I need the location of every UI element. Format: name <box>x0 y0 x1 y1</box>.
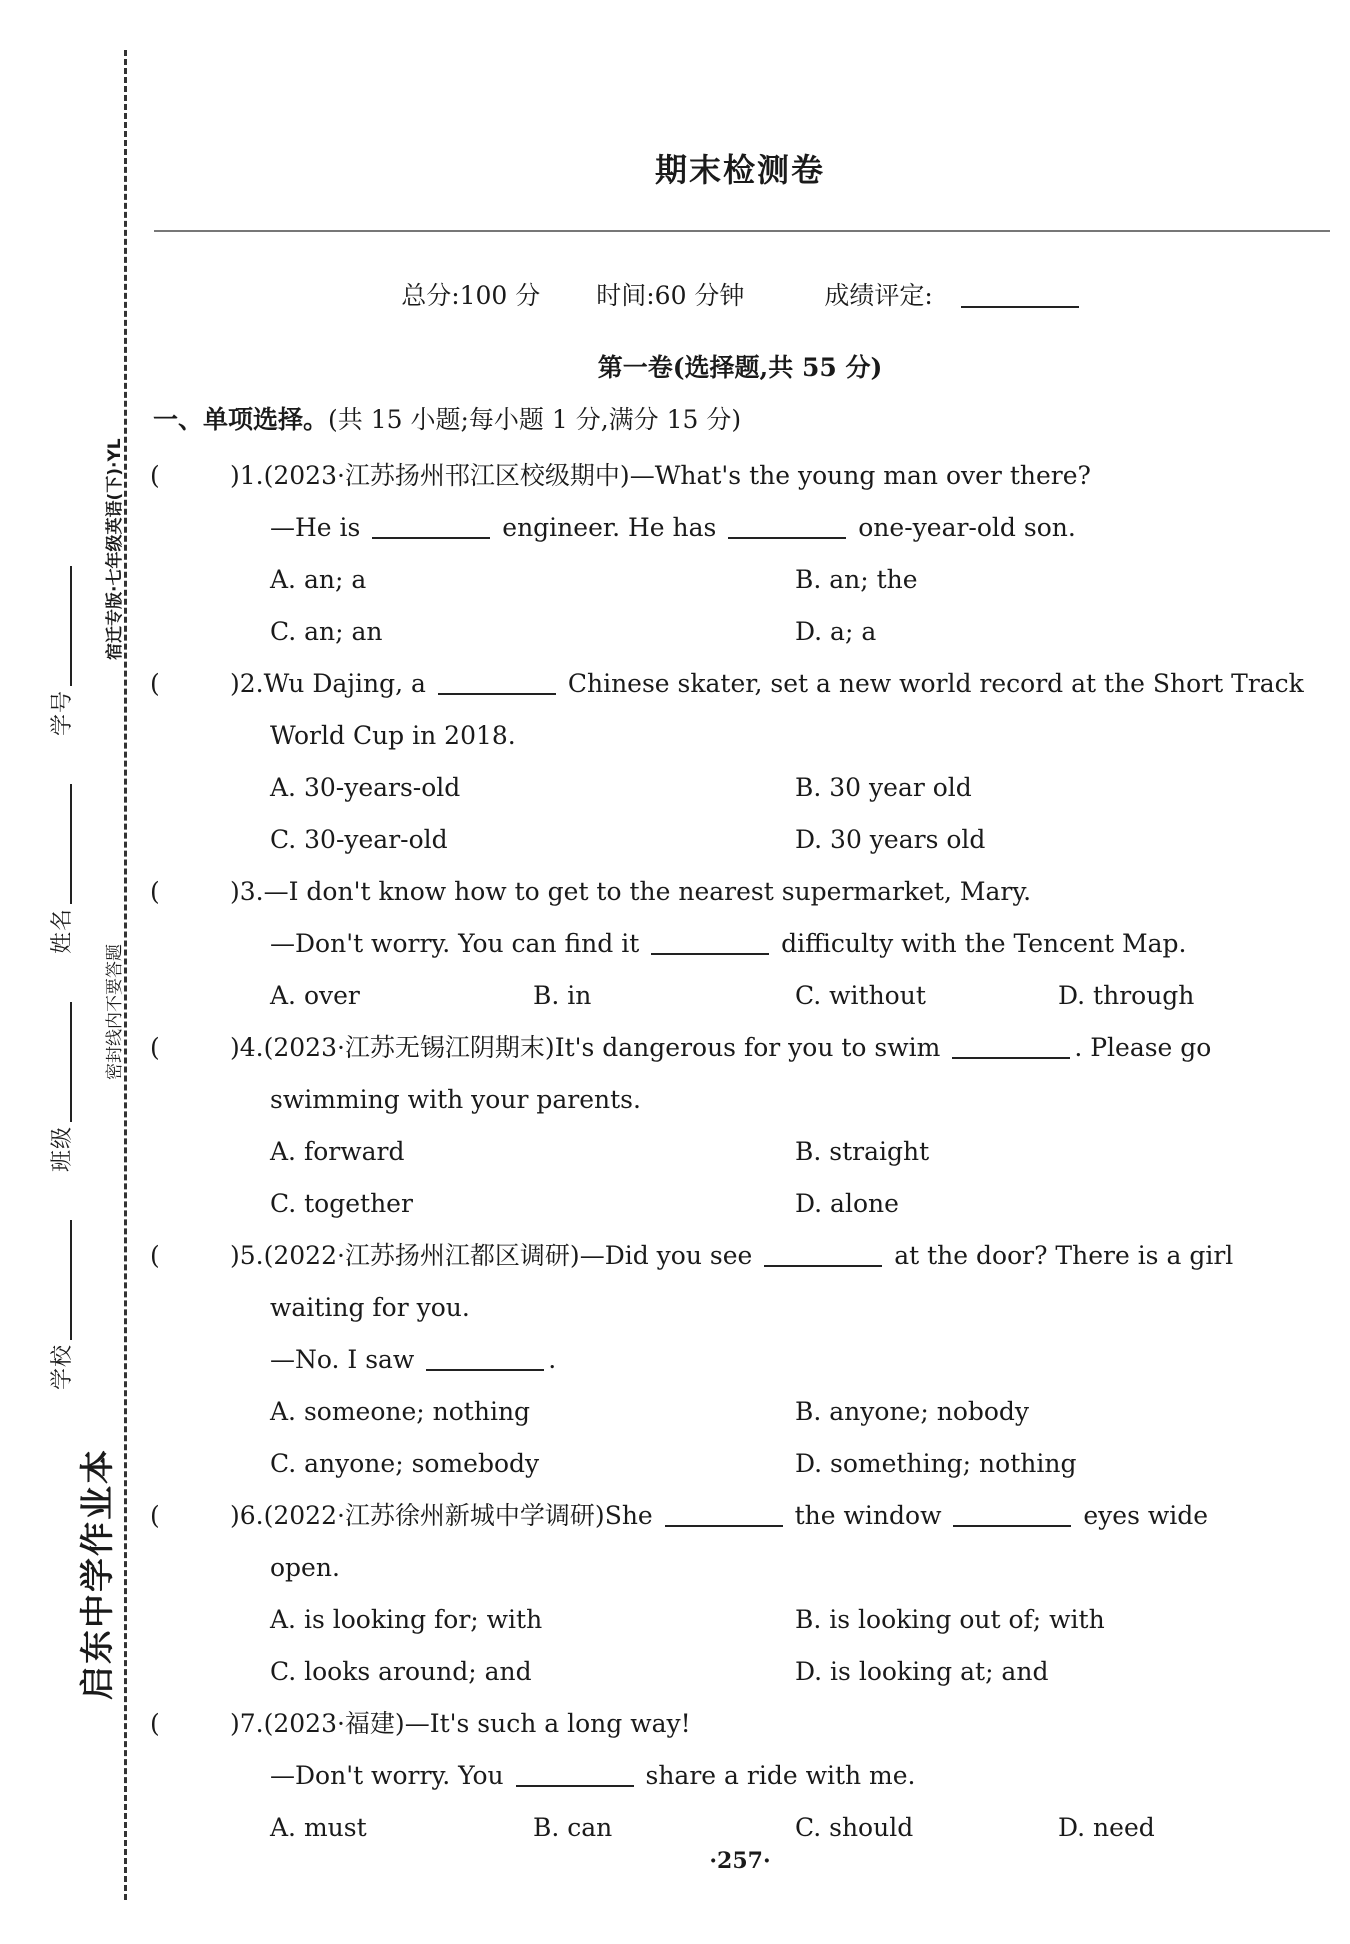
option-a[interactable]: A. forward <box>270 1137 405 1166</box>
answer-blank[interactable] <box>438 673 556 695</box>
answer-paren[interactable]: ( <box>150 1709 160 1738</box>
seal-note: 密封线内不要答题 <box>105 944 125 1080</box>
school-label: 学校 <box>50 1343 75 1390</box>
question-text: open. <box>270 1553 340 1582</box>
part-heading <box>153 400 741 436</box>
question-2 <box>150 658 1330 866</box>
question-5 <box>150 1230 1330 1490</box>
option-c[interactable]: C. should <box>795 1813 914 1842</box>
question-text: swimming with your parents. <box>270 1085 641 1114</box>
question-number: )6. <box>230 1501 264 1530</box>
answer-blank[interactable] <box>952 1037 1070 1059</box>
option-c[interactable]: C. looks around; and <box>270 1657 532 1686</box>
question-text: difficulty with the Tencent Map. <box>781 929 1187 958</box>
part-title: 一、单项选择。 <box>153 405 329 434</box>
option-d[interactable]: D. a; a <box>795 617 877 646</box>
option-c[interactable]: C. together <box>270 1189 413 1218</box>
option-d[interactable]: D. alone <box>795 1189 899 1218</box>
part-note: (共 15 小题;每小题 1 分,满分 15 分) <box>328 405 742 434</box>
question-text: . <box>548 1345 557 1374</box>
option-d[interactable]: D. 30 years old <box>795 825 986 854</box>
grade-label: 成绩评定: <box>824 281 933 310</box>
name-label: 姓名 <box>50 907 75 954</box>
grade-field <box>800 281 1078 310</box>
question-text: waiting for you. <box>270 1293 470 1322</box>
total-score: 总分:100 分 <box>401 281 541 310</box>
option-d[interactable]: D. is looking at; and <box>795 1657 1049 1686</box>
answer-paren[interactable]: ( <box>150 1241 160 1270</box>
question-text: eyes wide <box>1083 1501 1209 1530</box>
option-b[interactable]: B. 30 year old <box>795 773 972 802</box>
question-list <box>150 450 1330 1854</box>
question-text: —I don't know how to get to the nearest supermarket, Mary. <box>263 877 1032 906</box>
option-b[interactable]: B. an; the <box>795 565 918 594</box>
answer-paren[interactable]: ( <box>150 1033 160 1062</box>
option-c[interactable]: C. an; an <box>270 617 383 646</box>
question-text: It's dangerous for you to swim <box>554 1033 941 1062</box>
answer-blank[interactable] <box>728 517 846 539</box>
answer-blank[interactable] <box>651 933 769 955</box>
option-c[interactable]: C. anyone; somebody <box>270 1449 540 1478</box>
option-b[interactable]: B. is looking out of; with <box>795 1605 1105 1634</box>
option-a[interactable]: A. is looking for; with <box>270 1605 543 1634</box>
answer-blank[interactable] <box>764 1245 882 1267</box>
question-text: World Cup in 2018. <box>270 721 516 750</box>
grade-blank[interactable] <box>961 306 1079 308</box>
option-d[interactable]: D. through <box>1058 981 1195 1010</box>
question-source: (2023·江苏扬州邗江区校级期中) <box>263 461 630 490</box>
option-d[interactable]: D. something; nothing <box>795 1449 1077 1478</box>
question-source: (2023·江苏无锡江阴期末) <box>263 1033 555 1062</box>
question-source: (2022·江苏扬州江都区调研) <box>263 1241 580 1270</box>
question-text: —He is <box>270 513 361 542</box>
answer-paren[interactable]: ( <box>150 877 160 906</box>
class-label: 班级 <box>50 1125 75 1172</box>
option-b[interactable]: B. in <box>533 981 592 1010</box>
question-text: —Don't worry. You <box>270 1761 504 1790</box>
option-b[interactable]: B. can <box>533 1813 613 1842</box>
option-d[interactable]: D. need <box>1058 1813 1155 1842</box>
page-title: 期末检测卷 <box>654 151 825 189</box>
question-source: (2022·江苏徐州新城中学调研) <box>263 1501 605 1530</box>
question-text: Chinese skater, set a new world record at the Short Track <box>567 669 1304 698</box>
title-rule <box>154 230 1330 232</box>
option-c[interactable]: C. 30-year-old <box>270 825 448 854</box>
question-text: engineer. He has <box>502 513 717 542</box>
question-1 <box>150 450 1330 658</box>
time-limit: 时间:60 分钟 <box>596 281 745 310</box>
page-number: ·257· <box>709 1848 771 1874</box>
question-text: —It's such a long way! <box>404 1709 691 1738</box>
question-number: )2. <box>230 669 264 698</box>
question-source: (2023·福建) <box>263 1709 405 1738</box>
name-blank[interactable] <box>50 784 72 904</box>
answer-blank[interactable] <box>516 1765 634 1787</box>
answer-paren[interactable]: ( <box>150 1501 160 1530</box>
answer-blank[interactable] <box>665 1505 783 1527</box>
question-3 <box>150 866 1330 1022</box>
question-text: —What's the young man over there? <box>629 461 1091 490</box>
question-7 <box>150 1698 1330 1854</box>
class-blank[interactable] <box>50 1002 72 1122</box>
question-text: one-year-old son. <box>858 513 1076 542</box>
option-b[interactable]: B. straight <box>795 1137 930 1166</box>
question-text: She <box>604 1501 653 1530</box>
question-text: . Please go <box>1074 1033 1212 1062</box>
option-b[interactable]: B. anyone; nobody <box>795 1397 1030 1426</box>
series-label: 宿迁专版·七年级英语(下)·YL <box>105 438 125 660</box>
answer-blank[interactable] <box>426 1349 544 1371</box>
id-blank[interactable] <box>50 566 72 686</box>
option-a[interactable]: A. 30-years-old <box>270 773 461 802</box>
answer-paren[interactable]: ( <box>150 669 160 698</box>
option-a[interactable]: A. over <box>270 981 360 1010</box>
question-number: )4. <box>230 1033 264 1062</box>
option-a[interactable]: A. an; a <box>270 565 367 594</box>
exam-meta <box>150 276 1330 312</box>
question-text: Wu Dajing, a <box>263 669 426 698</box>
question-number: )1. <box>230 461 264 490</box>
option-a[interactable]: A. must <box>270 1813 367 1842</box>
question-6 <box>150 1490 1330 1698</box>
answer-paren[interactable]: ( <box>150 461 160 490</box>
student-info-fields <box>45 560 76 1390</box>
question-number: )7. <box>230 1709 264 1738</box>
answer-blank[interactable] <box>953 1505 1071 1527</box>
id-label: 学号 <box>50 689 75 736</box>
school-blank[interactable] <box>50 1220 72 1340</box>
brand-vertical: 启东中学作业本 <box>78 1448 118 1700</box>
answer-blank[interactable] <box>372 517 490 539</box>
question-text: —Don't worry. You can find it <box>270 929 640 958</box>
option-a[interactable]: A. someone; nothing <box>270 1397 531 1426</box>
question-text: —Did you see <box>579 1241 753 1270</box>
question-number: )5. <box>230 1241 264 1270</box>
question-number: )3. <box>230 877 264 906</box>
question-text: the window <box>794 1501 942 1530</box>
question-text: at the door? There is a girl <box>894 1241 1234 1270</box>
question-text: share a ride with me. <box>645 1761 916 1790</box>
option-c[interactable]: C. without <box>795 981 926 1010</box>
question-text: —No. I saw <box>270 1345 415 1374</box>
section-heading: 第一卷(选择题,共 55 分) <box>597 353 883 382</box>
binding-margin <box>0 0 135 1944</box>
question-4 <box>150 1022 1330 1230</box>
